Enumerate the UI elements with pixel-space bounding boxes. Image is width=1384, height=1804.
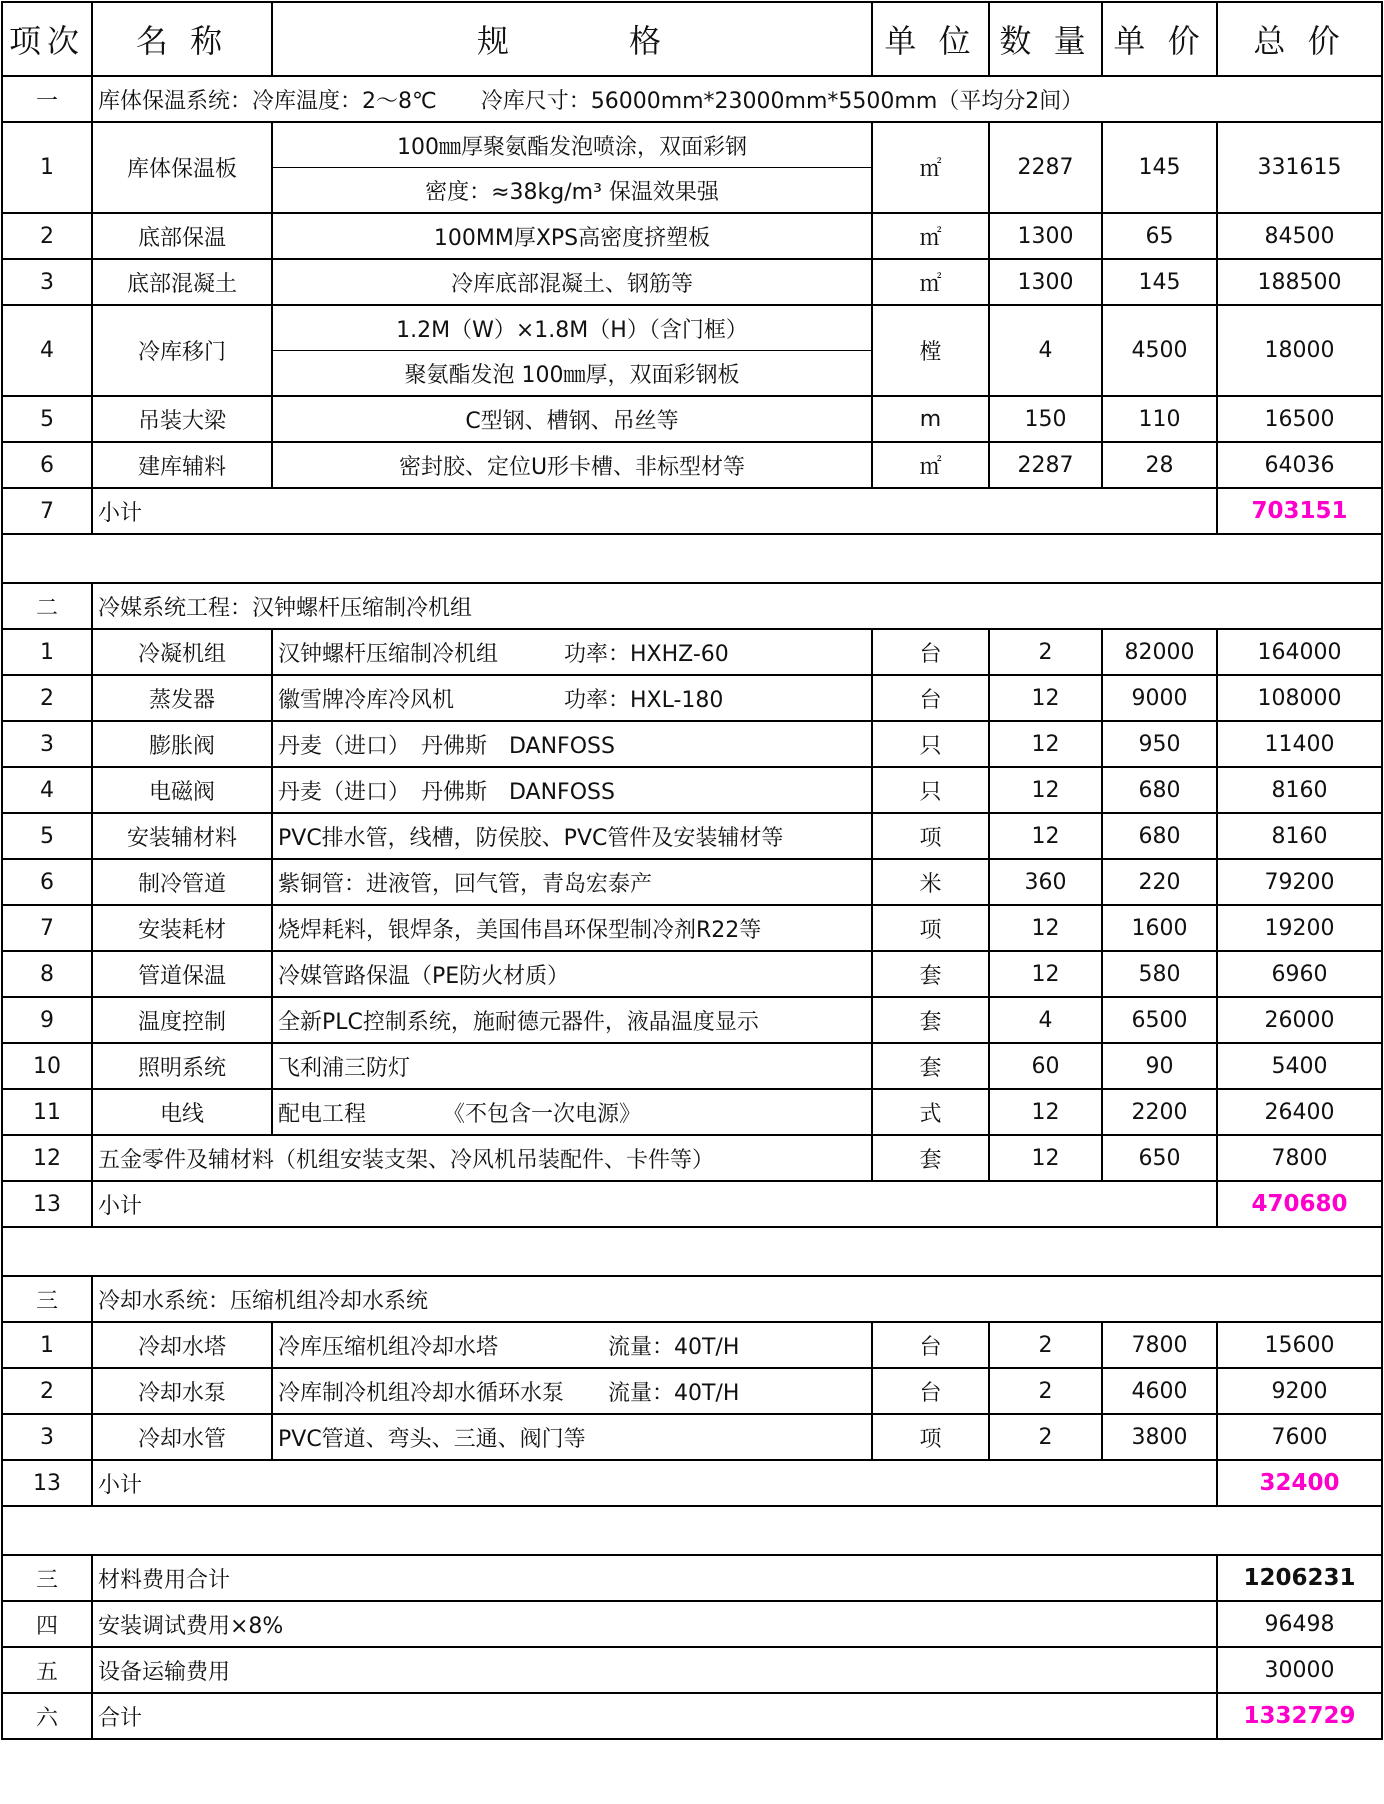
table-row <box>2 396 1382 442</box>
summary-label: 材料费用合计 <box>92 1555 1217 1601</box>
row-no: 9 <box>2 997 92 1043</box>
summary-value: 1206231 <box>1217 1555 1382 1601</box>
item-unit: 式 <box>872 1089 989 1135</box>
table-row <box>2 442 1382 488</box>
item-name: 安装辅材料 <box>92 813 272 859</box>
row-no: 1 <box>2 1322 92 1368</box>
item-qty: 12 <box>989 1089 1102 1135</box>
item-qty: 2287 <box>989 442 1102 488</box>
summary-number: 六 <box>2 1693 92 1739</box>
row-no: 1 <box>2 122 92 213</box>
item-qty: 1300 <box>989 213 1102 259</box>
row-no: 12 <box>2 1135 92 1181</box>
item-name: 冷凝机组 <box>92 629 272 675</box>
item-spec: 飞利浦三防灯 <box>272 1043 872 1089</box>
summary-row <box>2 1601 1382 1647</box>
item-name: 底部保温 <box>92 213 272 259</box>
item-price: 90 <box>1102 1043 1217 1089</box>
row-no: 5 <box>2 813 92 859</box>
item-name: 吊装大梁 <box>92 396 272 442</box>
item-qty: 60 <box>989 1043 1102 1089</box>
item-spec: 徽雪牌冷库冷风机 功率：HXL-180 <box>272 675 872 721</box>
item-unit: 项 <box>872 813 989 859</box>
item-name: 照明系统 <box>92 1043 272 1089</box>
item-price: 9000 <box>1102 675 1217 721</box>
item-price: 7800 <box>1102 1322 1217 1368</box>
item-name: 安装耗材 <box>92 905 272 951</box>
item-unit: ㎡ <box>872 122 989 213</box>
row-no: 6 <box>2 859 92 905</box>
item-spec: 全新PLC控制系统，施耐德元器件，液晶温度显示 <box>272 997 872 1043</box>
item-total: 11400 <box>1217 721 1382 767</box>
item-price: 110 <box>1102 396 1217 442</box>
item-price: 28 <box>1102 442 1217 488</box>
table-row <box>2 767 1382 813</box>
item-spec: 密度：≈38kg/m³ 保温效果强 <box>272 168 872 214</box>
item-qty: 12 <box>989 1135 1102 1181</box>
item-qty: 150 <box>989 396 1102 442</box>
header-unit: 单 位 <box>872 2 989 76</box>
quotation-table <box>1 1 1383 1740</box>
item-total: 19200 <box>1217 905 1382 951</box>
item-price: 1600 <box>1102 905 1217 951</box>
summary-number: 五 <box>2 1647 92 1693</box>
row-no: 2 <box>2 213 92 259</box>
item-spec: 丹麦（进口） 丹佛斯 DANFOSS <box>272 721 872 767</box>
summary-row <box>2 1693 1382 1739</box>
header-row <box>2 2 1382 76</box>
table-row <box>2 997 1382 1043</box>
item-total: 8160 <box>1217 767 1382 813</box>
section-number: 三 <box>2 1276 92 1322</box>
item-total: 7800 <box>1217 1135 1382 1181</box>
item-total: 164000 <box>1217 629 1382 675</box>
item-total: 8160 <box>1217 813 1382 859</box>
item-price: 145 <box>1102 259 1217 305</box>
subtotal-value: 703151 <box>1217 488 1382 534</box>
section-title: 冷媒系统工程：汉钟螺杆压缩制冷机组 <box>92 583 1382 629</box>
item-spec: 丹麦（进口） 丹佛斯 DANFOSS <box>272 767 872 813</box>
summary-number: 四 <box>2 1601 92 1647</box>
item-unit: 只 <box>872 767 989 813</box>
item-price: 680 <box>1102 813 1217 859</box>
item-name: 膨胀阀 <box>92 721 272 767</box>
subtotal-label: 小计 <box>92 1460 1217 1506</box>
item-name: 温度控制 <box>92 997 272 1043</box>
item-unit: 米 <box>872 859 989 905</box>
item-qty: 12 <box>989 905 1102 951</box>
item-spec: 配电工程 《不包含一次电源》 <box>272 1089 872 1135</box>
row-no: 4 <box>2 767 92 813</box>
row-no: 13 <box>2 1181 92 1227</box>
subtotal-label: 小计 <box>92 488 1217 534</box>
item-name: 冷却水管 <box>92 1414 272 1460</box>
header-qty: 数 量 <box>989 2 1102 76</box>
section-number: 二 <box>2 583 92 629</box>
item-price: 145 <box>1102 122 1217 213</box>
item-spec: PVC排水管，线槽，防侯胶、PVC管件及安装辅材等 <box>272 813 872 859</box>
item-spec: 冷媒管路保温（PE防火材质） <box>272 951 872 997</box>
item-name: 建库辅料 <box>92 442 272 488</box>
subtotal-row <box>2 1181 1382 1227</box>
header-price: 单 价 <box>1102 2 1217 76</box>
item-unit: 樘 <box>872 305 989 396</box>
header-no: 项次 <box>2 2 92 76</box>
row-no: 3 <box>2 1414 92 1460</box>
table-row <box>2 951 1382 997</box>
item-price: 650 <box>1102 1135 1217 1181</box>
row-no: 8 <box>2 951 92 997</box>
item-qty: 360 <box>989 859 1102 905</box>
summary-label: 安装调试费用×8% <box>92 1601 1217 1647</box>
section-title: 库体保温系统：冷库温度：2～8℃ 冷库尺寸：56000mm*23000mm*5500mm（平均分2间） <box>92 76 1382 122</box>
item-spec: C型钢、槽钢、吊丝等 <box>272 396 872 442</box>
item-spec: 紫铜管：进液管，回气管，青岛宏泰产 <box>272 859 872 905</box>
summary-value: 1332729 <box>1217 1693 1382 1739</box>
item-spec: 100MM厚XPS高密度挤塑板 <box>272 213 872 259</box>
item-price: 4600 <box>1102 1368 1217 1414</box>
item-price: 220 <box>1102 859 1217 905</box>
spacer-cell <box>2 1506 1382 1555</box>
row-no: 1 <box>2 629 92 675</box>
table-row <box>2 1322 1382 1368</box>
section-title-row <box>2 76 1382 122</box>
item-name: 电磁阀 <box>92 767 272 813</box>
table-row <box>2 1089 1382 1135</box>
row-no: 5 <box>2 396 92 442</box>
item-unit: ㎡ <box>872 259 989 305</box>
item-unit: 套 <box>872 951 989 997</box>
summary-label: 合计 <box>92 1693 1217 1739</box>
item-qty: 1300 <box>989 259 1102 305</box>
table-row <box>2 675 1382 721</box>
item-total: 108000 <box>1217 675 1382 721</box>
table-row <box>2 1043 1382 1089</box>
row-no: 13 <box>2 1460 92 1506</box>
spacer-row <box>2 534 1382 583</box>
table-row <box>2 629 1382 675</box>
item-total: 26000 <box>1217 997 1382 1043</box>
header-name: 名 称 <box>92 2 272 76</box>
row-no: 6 <box>2 442 92 488</box>
table-row <box>2 813 1382 859</box>
item-price: 4500 <box>1102 305 1217 396</box>
row-no: 2 <box>2 675 92 721</box>
item-unit: m <box>872 396 989 442</box>
item-price: 950 <box>1102 721 1217 767</box>
section-title-row <box>2 1276 1382 1322</box>
section-number: 一 <box>2 76 92 122</box>
item-unit: 只 <box>872 721 989 767</box>
item-spec: 烧焊耗料，银焊条，美国伟昌环保型制冷剂R22等 <box>272 905 872 951</box>
item-qty: 12 <box>989 675 1102 721</box>
item-name: 蒸发器 <box>92 675 272 721</box>
item-name: 冷却水塔 <box>92 1322 272 1368</box>
item-spec: 冷库压缩机组冷却水塔 流量：40T/H <box>272 1322 872 1368</box>
item-name: 底部混凝土 <box>92 259 272 305</box>
item-unit: 项 <box>872 1414 989 1460</box>
item-total: 7600 <box>1217 1414 1382 1460</box>
row-no: 7 <box>2 905 92 951</box>
item-total: 26400 <box>1217 1089 1382 1135</box>
item-unit: ㎡ <box>872 442 989 488</box>
item-unit: 套 <box>872 1135 989 1181</box>
summary-number: 三 <box>2 1555 92 1601</box>
row-no: 7 <box>2 488 92 534</box>
item-qty: 2 <box>989 629 1102 675</box>
table-row <box>2 1414 1382 1460</box>
item-total: 84500 <box>1217 213 1382 259</box>
summary-row <box>2 1647 1382 1693</box>
item-name: 冷却水泵 <box>92 1368 272 1414</box>
subtotal-row <box>2 1460 1382 1506</box>
item-unit: 台 <box>872 675 989 721</box>
item-unit: 项 <box>872 905 989 951</box>
spacer-row <box>2 1506 1382 1555</box>
row-no: 2 <box>2 1368 92 1414</box>
section-title-row <box>2 583 1382 629</box>
item-spec: 密封胶、定位U形卡槽、非标型材等 <box>272 442 872 488</box>
spacer-row <box>2 1227 1382 1276</box>
row-no: 4 <box>2 305 92 396</box>
summary-row <box>2 1555 1382 1601</box>
item-spec: 聚氨酯发泡 100㎜厚，双面彩钢板 <box>272 351 872 397</box>
item-name: 电线 <box>92 1089 272 1135</box>
item-total: 16500 <box>1217 396 1382 442</box>
item-spec: PVC管道、弯头、三通、阀门等 <box>272 1414 872 1460</box>
item-qty: 12 <box>989 951 1102 997</box>
table-row <box>2 305 1382 351</box>
header-spec: 规 格 <box>272 2 872 76</box>
item-spec: 冷库底部混凝土、钢筋等 <box>272 259 872 305</box>
subtotal-value: 32400 <box>1217 1460 1382 1506</box>
item-price: 3800 <box>1102 1414 1217 1460</box>
summary-label: 设备运输费用 <box>92 1647 1217 1693</box>
subtotal-row <box>2 488 1382 534</box>
table-row <box>2 905 1382 951</box>
item-total: 64036 <box>1217 442 1382 488</box>
item-qty: 12 <box>989 767 1102 813</box>
section-title: 冷却水系统：压缩机组冷却水系统 <box>92 1276 1382 1322</box>
table-row <box>2 1135 1382 1181</box>
item-total: 18000 <box>1217 305 1382 396</box>
item-qty: 4 <box>989 305 1102 396</box>
table-row <box>2 1368 1382 1414</box>
item-qty: 12 <box>989 813 1102 859</box>
row-no: 3 <box>2 721 92 767</box>
table-row <box>2 259 1382 305</box>
item-price: 65 <box>1102 213 1217 259</box>
item-price: 680 <box>1102 767 1217 813</box>
item-unit: 套 <box>872 997 989 1043</box>
item-qty: 2287 <box>989 122 1102 213</box>
item-spec: 汉钟螺杆压缩制冷机组 功率：HXHZ-60 <box>272 629 872 675</box>
item-price: 2200 <box>1102 1089 1217 1135</box>
row-no: 11 <box>2 1089 92 1135</box>
item-total: 5400 <box>1217 1043 1382 1089</box>
subtotal-value: 470680 <box>1217 1181 1382 1227</box>
item-unit: 台 <box>872 629 989 675</box>
spacer-cell <box>2 534 1382 583</box>
item-unit: 套 <box>872 1043 989 1089</box>
item-spec: 冷库制冷机组冷却水循环水泵 流量：40T/H <box>272 1368 872 1414</box>
item-qty: 2 <box>989 1322 1102 1368</box>
item-unit: ㎡ <box>872 213 989 259</box>
item-total: 6960 <box>1217 951 1382 997</box>
item-price: 6500 <box>1102 997 1217 1043</box>
table-row <box>2 859 1382 905</box>
table-row <box>2 213 1382 259</box>
table-row <box>2 721 1382 767</box>
item-name: 库体保温板 <box>92 122 272 213</box>
item-spec: 1.2M（W）×1.8M（H）（含门框） <box>272 305 872 351</box>
item-unit: 台 <box>872 1322 989 1368</box>
item-unit: 台 <box>872 1368 989 1414</box>
summary-value: 96498 <box>1217 1601 1382 1647</box>
row-no: 3 <box>2 259 92 305</box>
item-price: 82000 <box>1102 629 1217 675</box>
item-total: 79200 <box>1217 859 1382 905</box>
row-no: 10 <box>2 1043 92 1089</box>
item-price: 580 <box>1102 951 1217 997</box>
item-spec: 100㎜厚聚氨酯发泡喷涂，双面彩钢 <box>272 122 872 168</box>
table-row <box>2 122 1382 168</box>
item-qty: 12 <box>989 721 1102 767</box>
item-total: 9200 <box>1217 1368 1382 1414</box>
item-description: 五金零件及辅材料（机组安装支架、冷风机吊装配件、卡件等） <box>92 1135 872 1181</box>
item-total: 188500 <box>1217 259 1382 305</box>
item-name: 制冷管道 <box>92 859 272 905</box>
subtotal-label: 小计 <box>92 1181 1217 1227</box>
item-name: 管道保温 <box>92 951 272 997</box>
summary-value: 30000 <box>1217 1647 1382 1693</box>
item-qty: 2 <box>989 1414 1102 1460</box>
item-qty: 2 <box>989 1368 1102 1414</box>
item-total: 15600 <box>1217 1322 1382 1368</box>
header-total: 总 价 <box>1217 2 1382 76</box>
spacer-cell <box>2 1227 1382 1276</box>
item-qty: 4 <box>989 997 1102 1043</box>
item-name: 冷库移门 <box>92 305 272 396</box>
item-total: 331615 <box>1217 122 1382 213</box>
